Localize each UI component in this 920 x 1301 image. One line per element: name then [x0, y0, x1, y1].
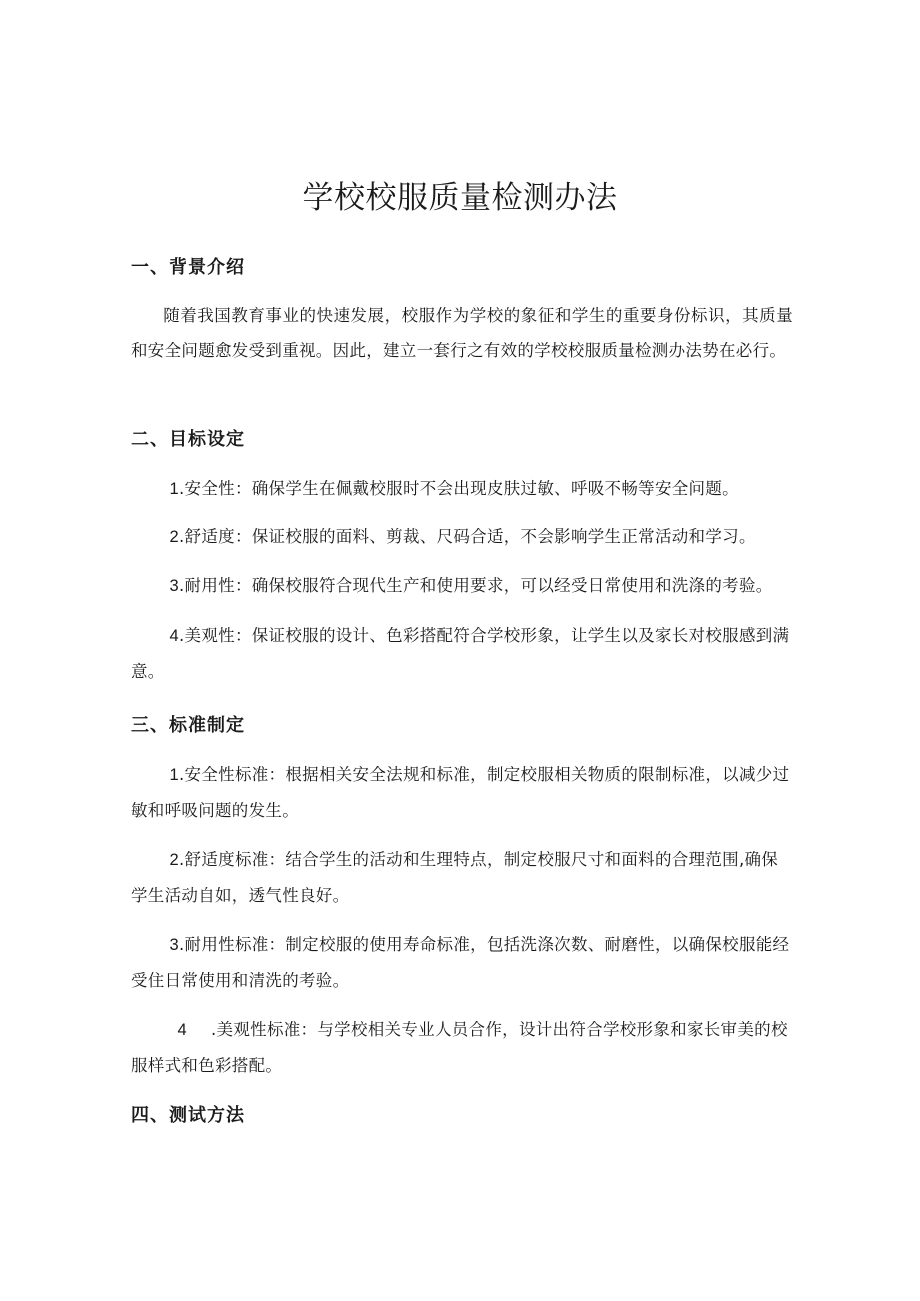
item-number: 2: [169, 851, 179, 869]
list-item: [131, 757, 793, 828]
list-item: [131, 568, 793, 604]
list-item: [131, 1012, 793, 1083]
item-text: .耐用性标准：制定校服的使用寿命标准，包括洗涤次数、耐磨性，以确保校服能经受住日常使用和清洗的考验。: [131, 935, 790, 990]
section-paragraph-background: [131, 298, 793, 368]
item-text: .舒适度标准：结合学生的活动和生理特点，制定校服尺寸和面料的合理范围,确保学生活动自如，透气性良好。: [131, 850, 779, 905]
section-heading-goals: 二、目标设定: [131, 429, 245, 450]
section-heading-standards: 三、标准制定: [131, 715, 245, 736]
item-number: 2: [169, 528, 179, 546]
item-text: .耐用性：确保校服符合现代生产和使用要求，可以经受日常使用和洗涤的考验。: [179, 576, 773, 595]
section-heading-test-methods: 四、测试方法: [131, 1105, 245, 1126]
section-heading-background: 一、背景介绍: [131, 257, 245, 278]
list-item: [131, 842, 793, 913]
item-text: .安全性标准：根据相关安全法规和标准，制定校服相关物质的限制标准，以减少过敏和呼吸问题的发生。: [131, 765, 790, 820]
item-number: 3: [169, 577, 179, 595]
list-item: [131, 519, 793, 555]
item-number: 1: [169, 480, 179, 498]
item-number: 1: [169, 766, 179, 784]
item-number: 4: [177, 1021, 187, 1039]
item-text: .美观性：保证校服的设计、色彩搭配符合学校形象，让学生以及家长对校服感到满意。: [131, 626, 790, 681]
item-text: .舒适度：保证校服的面料、剪裁、尺码合适，不会影响学生正常活动和学习。: [179, 527, 756, 546]
list-item: [131, 471, 793, 507]
item-text: .安全性：确保学生在佩戴校服时不会出现皮肤过敏、呼吸不畅等安全问题。: [179, 479, 739, 498]
list-item: [131, 618, 793, 689]
document-title: 学校校服质量检测办法: [302, 180, 618, 216]
item-number: 4: [169, 627, 179, 645]
item-text: .美观性标准：与学校相关专业人员合作，设计出符合学校形象和家长审美的校服样式和色彩搭配。: [131, 1020, 788, 1075]
paragraph-text: 随着我国教育事业的快速发展，校服作为学校的象征和学生的重要身份标识，其质量和安全问题愈发受到重视。因此，建立一套行之有效的学校校服质量检测办法势在必行。: [131, 306, 793, 360]
item-number: 3: [169, 936, 179, 954]
list-item: [131, 927, 793, 998]
